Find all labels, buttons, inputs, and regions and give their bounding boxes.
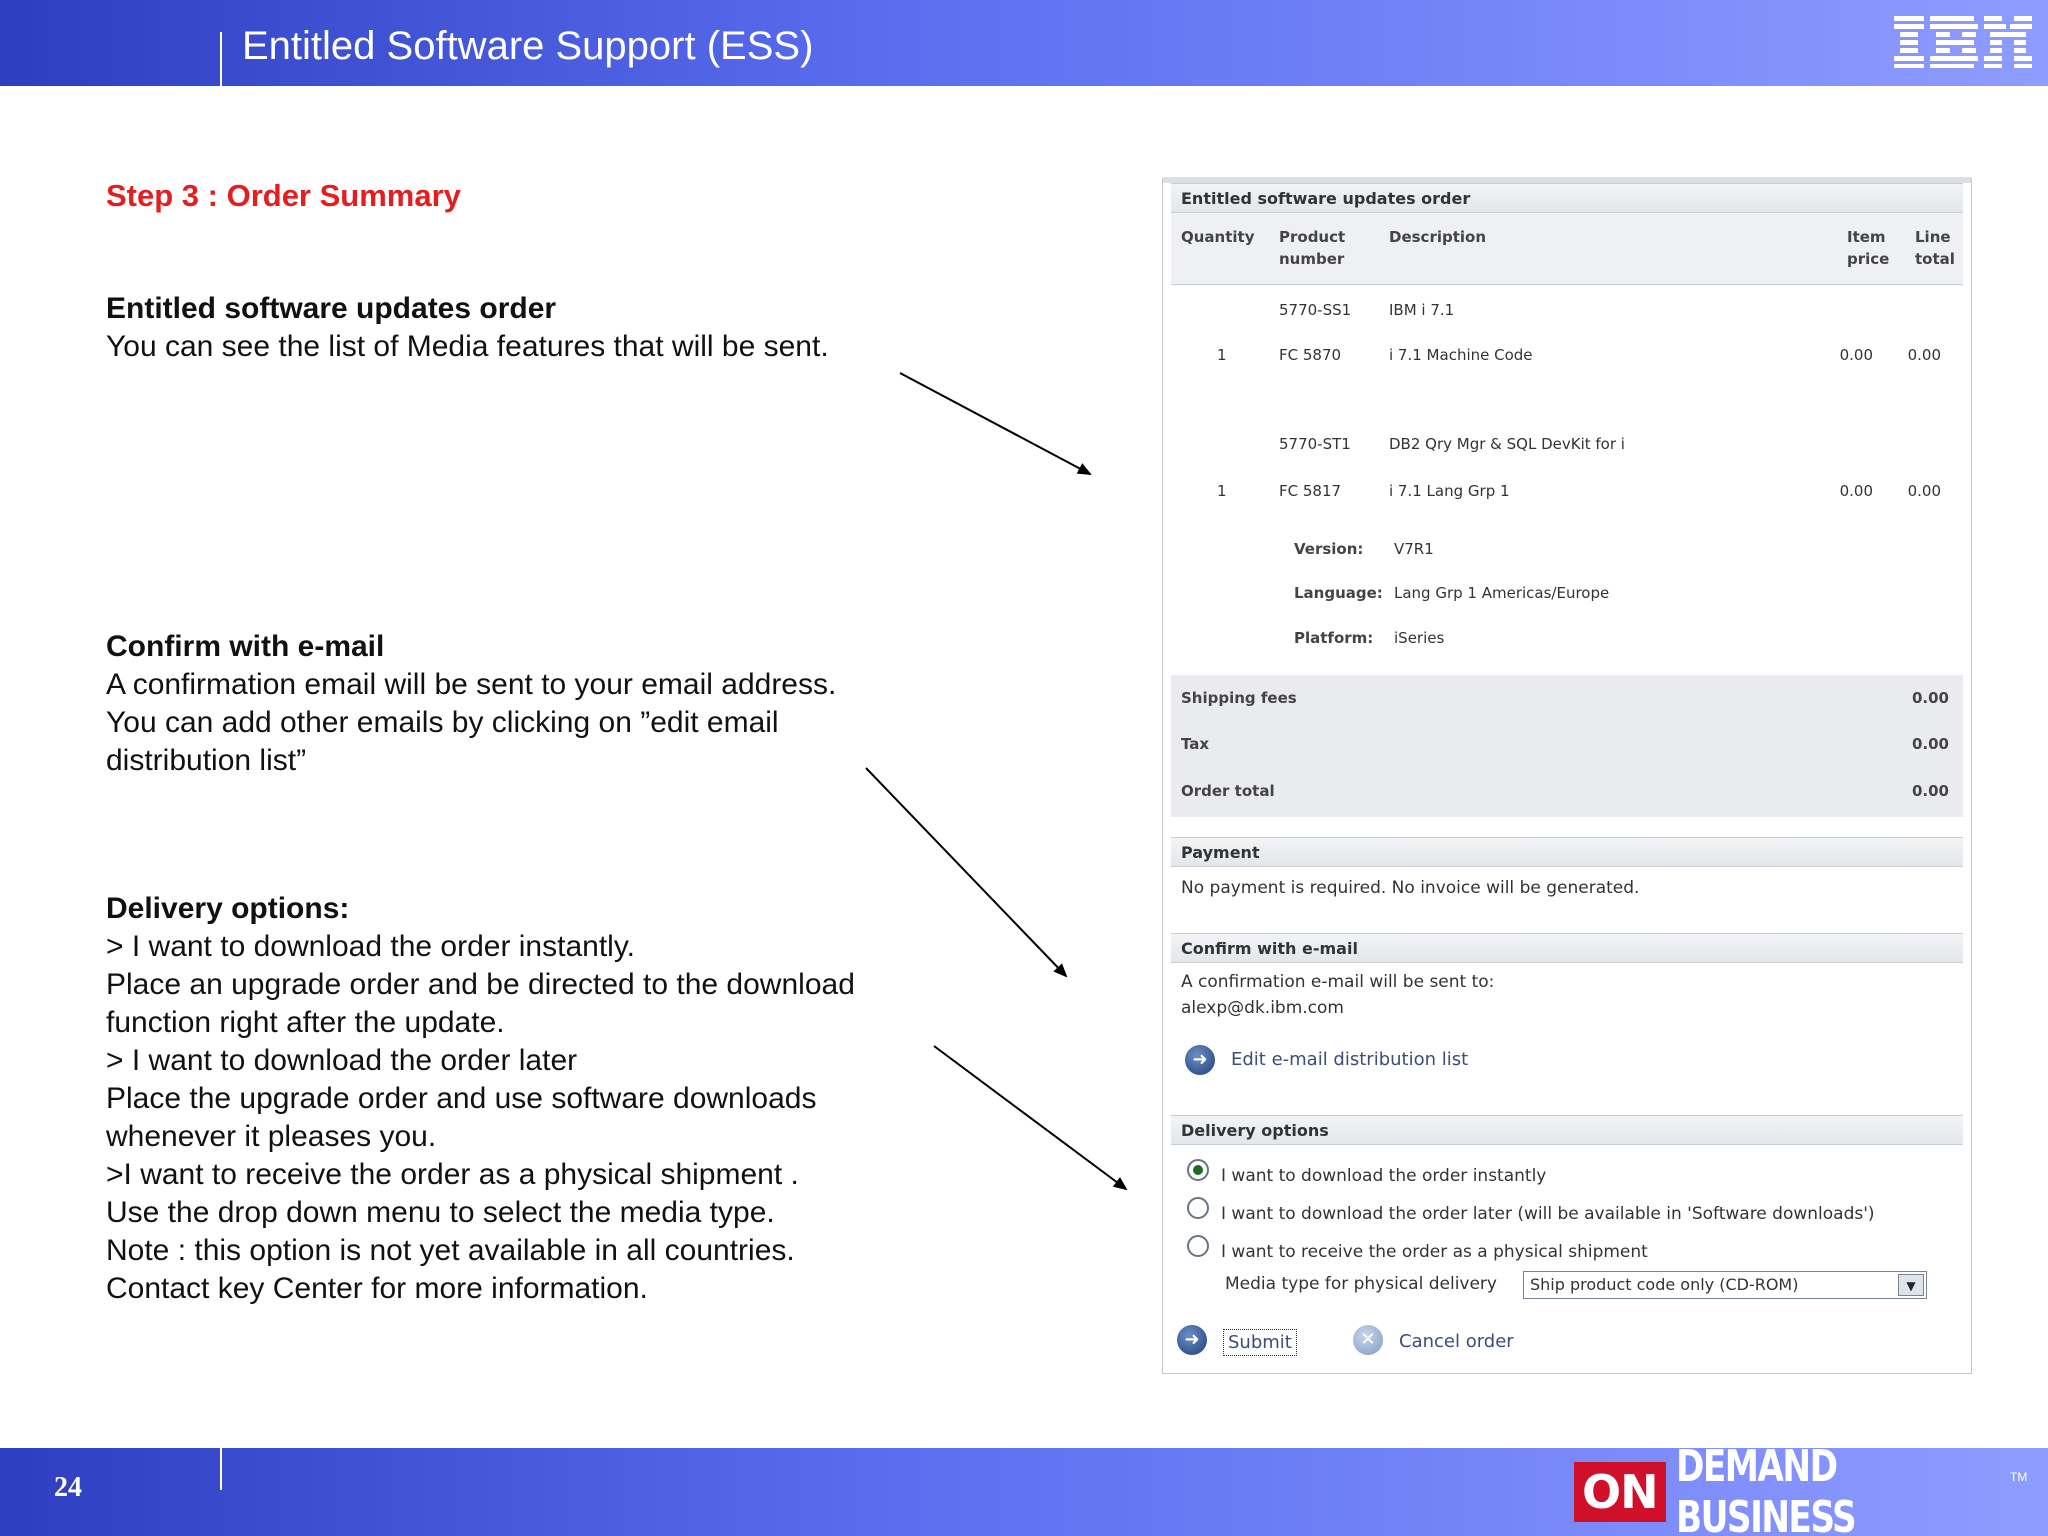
email-heading: Confirm with e-mail [106,630,385,663]
arrow-email [866,768,1066,976]
email-address: alexp@dk.ibm.com [1181,998,1344,1018]
order-summary-panel [1162,178,1972,1374]
order-totals [1171,675,1963,817]
email-line: You can add other emails by clicking on ”edit email [106,706,779,739]
option-physical-shipment[interactable]: I want to receive the order as a physical shipment [1221,1242,1648,1262]
chevron-down-icon[interactable]: ▼ [1898,1274,1924,1296]
email-section-header: Confirm with e-mail [1171,933,1963,963]
delivery-line: Place an upgrade order and be directed to the download [106,968,855,1001]
step-title: Step 3 : Order Summary [106,178,461,213]
slide-title: Entitled Software Support (ESS) [242,24,814,68]
header-divider [220,32,222,86]
email-explanation [106,628,836,780]
delivery-line: whenever it pleases you. [106,1120,437,1153]
delivery-line: function right after the update. [106,1006,505,1039]
col-price-2: price [1847,250,1890,268]
order-section-header: Entitled software updates order [1171,183,1963,213]
media-type-select[interactable] [1523,1271,1927,1299]
order-table-header [1171,213,1963,285]
language-value: Lang Grp 1 Americas/Europe [1394,584,1610,602]
payment-section-header: Payment [1171,837,1963,867]
row-product: FC 5870 [1279,346,1342,364]
option-download-later[interactable]: I want to download the order later (will be available in 'Software downloads') [1221,1204,1875,1224]
col-price-1: Item [1847,228,1886,246]
email-text: A confirmation e-mail will be sent to: [1181,972,1495,992]
radio-download-instantly[interactable] [1187,1159,1209,1181]
delivery-heading: Delivery options: [106,892,350,925]
option-download-instantly[interactable]: I want to download the order instantly [1221,1166,1547,1186]
row-price: 0.00 [1839,346,1873,364]
delivery-line: Note : this option is not yet available in all countries. [106,1234,795,1267]
media-type-value: Ship product code only (CD-ROM) [1530,1275,1799,1294]
row-price: 0.00 [1839,482,1873,500]
row-description: i 7.1 Lang Grp 1 [1389,482,1510,500]
delivery-line: Place the upgrade order and use software downloads [106,1082,817,1115]
page-number: 24 [54,1472,82,1503]
language-label: Language: [1294,584,1383,602]
arrow-order [900,373,1090,474]
email-line: A confirmation email will be sent to your email address. [106,668,837,701]
cancel-order-label[interactable]: Cancel order [1399,1331,1514,1352]
delivery-line: > I want to download the order instantly. [106,930,635,963]
tax-label: Tax [1181,735,1210,753]
col-description: Description [1389,228,1487,246]
payment-text: No payment is required. No invoice will be generated. [1181,878,1640,898]
slide-footer [0,1441,2048,1536]
row-product: 5770-ST1 [1279,435,1351,453]
row-total: 0.00 [1907,346,1941,364]
on-demand-business-logo [1574,1441,2048,1536]
delivery-line: >I want to receive the order as a physical shipment . [106,1158,799,1191]
row-description: DB2 Qry Mgr & SQL DevKit for i [1389,435,1625,453]
version-label: Version: [1294,540,1364,558]
arrow-delivery [934,1046,1126,1189]
row-quantity: 1 [1217,346,1227,364]
slide-header [0,0,2048,86]
platform-value: iSeries [1394,629,1445,647]
delivery-section-header: Delivery options [1171,1115,1963,1145]
shipping-fees-value: 0.00 [1911,689,1949,707]
delivery-line: > I want to download the order later [106,1044,578,1077]
col-total-1: Line [1915,228,1951,246]
delivery-explanation [106,890,855,1308]
email-line: distribution list” [106,744,307,777]
media-type-label: Media type for physical delivery [1225,1274,1497,1294]
footer-divider [220,1448,222,1490]
brand-tm: TM [2010,1470,2028,1484]
row-total: 0.00 [1907,482,1941,500]
shipping-fees-label: Shipping fees [1181,689,1297,707]
col-product-2: number [1279,250,1345,268]
col-total-2: total [1915,250,1955,268]
row-product: 5770-SS1 [1279,301,1352,319]
tax-value: 0.00 [1911,735,1949,753]
arrow-right-icon[interactable]: ➜ [1185,1045,1215,1075]
row-quantity: 1 [1217,482,1227,500]
order-explanation [106,290,829,366]
order-total-value: 0.00 [1911,782,1949,800]
brand-on: ON [1574,1462,1666,1522]
brand-rest: DEMAND BUSINESS [1675,1441,1855,1536]
submit-label[interactable]: Submit [1223,1329,1297,1356]
order-line: You can see the list of Media features that will be sent. [106,330,829,363]
radio-physical-shipment[interactable] [1187,1235,1209,1257]
order-total-label: Order total [1181,782,1275,800]
ibm-logo-icon [1892,12,2036,70]
arrow-right-icon[interactable]: ➜ [1177,1325,1207,1355]
row-description: IBM i 7.1 [1389,301,1455,319]
delivery-line: Use the drop down menu to select the media type. [106,1196,775,1229]
platform-label: Platform: [1294,629,1374,647]
col-product-1: Product [1279,228,1346,246]
row-product: FC 5817 [1279,482,1342,500]
col-quantity: Quantity [1181,228,1255,246]
row-description: i 7.1 Machine Code [1389,346,1533,364]
delivery-line: Contact key Center for more information. [106,1272,648,1305]
close-icon[interactable]: ✕ [1353,1325,1383,1355]
order-heading: Entitled software updates order [106,292,557,325]
radio-download-later[interactable] [1187,1197,1209,1219]
version-value: V7R1 [1394,540,1434,558]
edit-email-link-label[interactable]: Edit e-mail distribution list [1231,1049,1469,1070]
